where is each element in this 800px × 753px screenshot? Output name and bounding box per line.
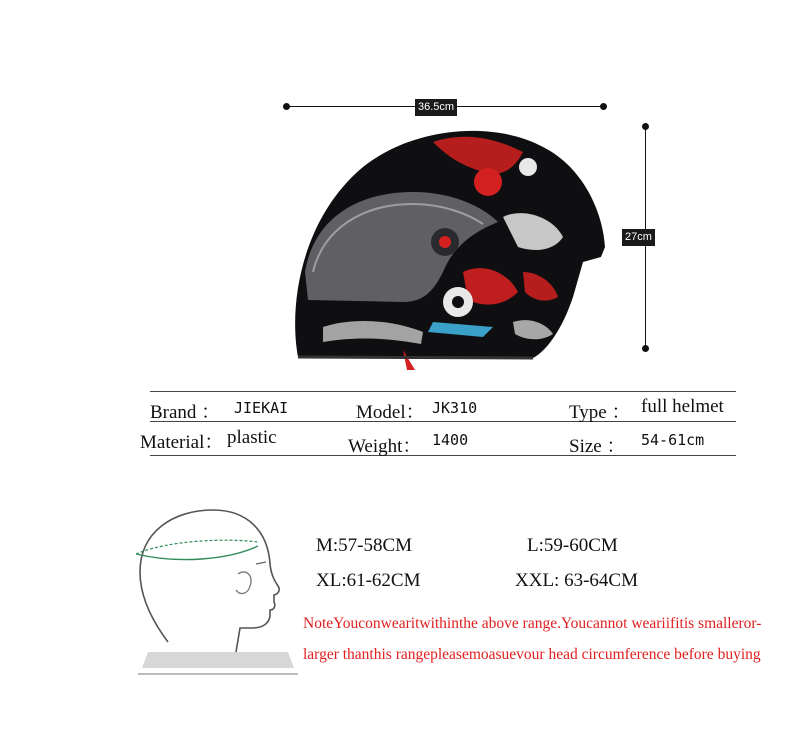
height-dimension-endpoint-bottom	[642, 345, 649, 352]
size-xxl: XXL: 63-64CM	[515, 570, 638, 591]
model-value: JK310	[432, 399, 478, 417]
material-label: Material：	[140, 432, 224, 453]
size-label: Size ：	[569, 436, 626, 457]
size-note-line-1: NoteYouconwearitwithinthe above range.Youcannot weariifitis smalleror-	[303, 615, 762, 632]
width-dimension-endpoint-left	[283, 103, 290, 110]
helmet-icon	[283, 122, 613, 372]
weight-label: Weight：	[348, 436, 422, 457]
size-l: L:59-60CM	[527, 535, 618, 556]
size-value: 54-61cm	[641, 431, 705, 449]
head-measurement-image	[128, 502, 303, 677]
model-label: Model：	[356, 402, 425, 423]
weight-value: 1400	[432, 431, 469, 449]
brand-value: JIEKAI	[234, 399, 289, 417]
width-dimension-endpoint-right	[600, 103, 607, 110]
size-note-line-2: larger thanthis rangepleasemoasuevour head circumference before buying	[303, 646, 761, 663]
head-profile-icon	[128, 502, 303, 677]
height-dimension-label: 27cm	[622, 229, 655, 246]
width-dimension-label: 36.5cm	[415, 99, 457, 116]
material-value: plastic	[227, 427, 277, 448]
spec-table-top-rule	[150, 391, 736, 392]
size-m: M:57-58CM	[316, 535, 413, 556]
size-xl: XL:61-62CM	[316, 570, 421, 591]
spec-table-middle-rule	[150, 421, 736, 422]
helmet-image	[283, 122, 613, 372]
type-value: full helmet	[641, 396, 724, 417]
height-dimension-endpoint-top	[642, 123, 649, 130]
spec-table-bottom-rule	[150, 455, 736, 456]
brand-label: Brand ：	[150, 402, 221, 423]
type-label: Type ：	[569, 402, 631, 423]
